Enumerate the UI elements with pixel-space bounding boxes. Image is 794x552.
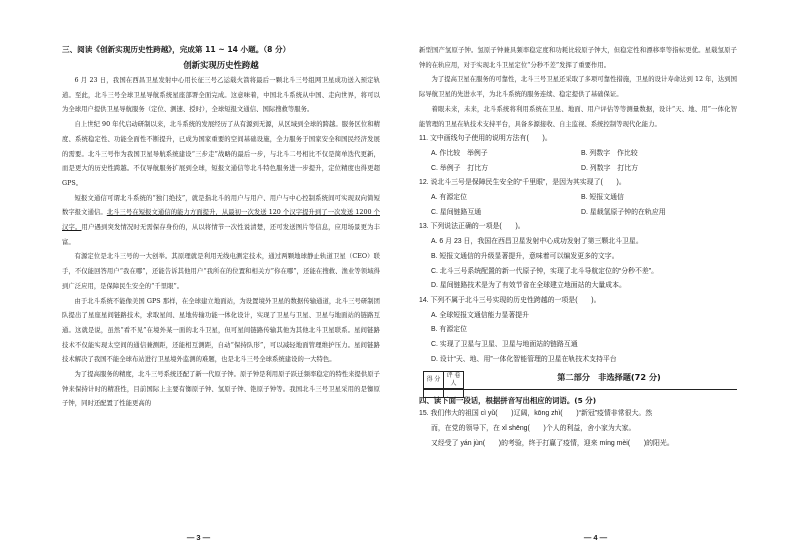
question-stem: 11. 文中画线句子使用的说明方法有( )。 xyxy=(419,135,552,143)
question-stem: 12. 说北斗三号是保障民生安全的“千里眼”，是因为其实现了( )。 xyxy=(419,179,626,187)
article-paragraph: 着眼未来，未来，北斗系统将利用系统在卫星、地面、用户评估等等测量数据，设计“天、地、用”一体化智能管理的卫星在轨技术支持平台，具备多源接收、自主监视、系统控制等现代化能力。 xyxy=(419,105,737,128)
part-two-title: 第二部分 非选择题(72 分) xyxy=(557,372,661,383)
question-15-line: 又经受了 yán jùn( )的考验，终于打赢了疫情，迎来 míng mèi( )的阳光。 xyxy=(431,439,674,447)
option[interactable]: A. 全球短报文通信能力显著提升 xyxy=(431,311,530,319)
option[interactable]: A. 作比较 举例子 xyxy=(431,149,488,157)
score-box-label: 得 分 xyxy=(424,372,444,389)
article-paragraph: 新型国产氢原子钟。氢原子钟兼具频率稳定度和功耗比较原子钟大，但稳定性和漂移率等指标更优。星载氢原子钟的在轨应用，对于实现北斗卫星定位“分秒不差”发挥了重要作用。 xyxy=(419,47,737,69)
article-paragraph: 为了提高卫星在服务的可靠性，北斗三号卫星还采取了多项可靠性措施，卫星的设计寿命达到 12 年，达到国际导航卫星的先进水平，为北斗系统的服务连续、稳定提供了基础保证。 xyxy=(419,76,737,99)
question-15-line: 15. 我们伟大的祖国 cì yǔ( )辽阔，kōng zhì( )“新冠”疫情非常很大。然 xyxy=(419,410,653,418)
part-two-header xyxy=(419,371,737,393)
option[interactable]: C. 举例子 打比方 xyxy=(431,164,489,172)
option[interactable]: C. 实现了卫星与卫星、卫星与地面站的链路互通 xyxy=(431,341,578,349)
score-box-label: 评 卷 人 xyxy=(444,372,464,389)
option[interactable]: B. 短报文通信 xyxy=(581,194,624,202)
right-column xyxy=(419,44,737,452)
question-stem: 14. 下列不属于北斗三号实现的历史性跨越的一项是( )。 xyxy=(419,296,601,304)
section-title: 三、阅读《创新实现历史性跨越》，完成第 11 ~ 14 小题。（8 分） xyxy=(62,45,291,54)
divider xyxy=(423,389,737,390)
option[interactable]: C. 北斗三号系统配置的新一代原子钟，实现了北斗导航定位的“分秒不差”。 xyxy=(431,267,659,275)
option[interactable]: D. 列数字 打比方 xyxy=(581,164,639,172)
option[interactable]: A. 6 月 23 日，我国在西昌卫星发射中心成功发射了第三颗北斗卫星。 xyxy=(431,238,643,246)
article-paragraph: 6 月 23 日，我国在西昌卫星发射中心用长征三号乙运载火箭将最后一颗北斗三号组网卫星成功送入预定轨道。至此，北斗三号全球卫星导航系统星座部署全面完成。这意味着，中国北斗系统从中国、走向世界，将可以为全球用户提供卫星导航服务（定位、测速、授时），全球短报文通信、国际搜救等服务。 xyxy=(62,77,380,114)
option[interactable]: B. 有源定位 xyxy=(431,326,467,334)
article-title: 创新实现历史性跨越 xyxy=(183,60,259,70)
option[interactable]: D. 星载氢原子钟的在轨应用 xyxy=(581,208,666,216)
page-4 xyxy=(397,0,794,552)
underlined-sentence: 北斗三号在短报文通信的能力方面提升，从最初一次发送 120 个汉字提升到了一次发送 1200 个汉字。 xyxy=(62,209,380,232)
option[interactable]: D. 星间链路技术是为了有效节省在全球建立地面站的大量成本。 xyxy=(431,282,626,290)
para-text: 短报文通信可谓北斗系统的“独门绝技”，就是指北斗的用户与用户、用户与中心控制系统间可实现双向简短数字报文通信。 xyxy=(62,194,380,217)
page-number: — 3 — xyxy=(186,533,211,542)
option[interactable]: D. 设计“天、地、用”一体化智能管理的卫星在轨技术支持平台 xyxy=(431,355,617,363)
left-column xyxy=(62,44,380,412)
option[interactable]: A. 有源定位 xyxy=(431,194,467,202)
para-text: 用户遇到突发情况时无需保存身份的，从以将情节一次性说清楚，还可发送图片等信息，应用场景更为丰富。 xyxy=(62,224,380,246)
article-paragraph: 由于北斗系统不能像美国 GPS 那样，在全球建立地面站，为设置境外卫星的数据传输通道，北斗三号研制团队提出了星座星间链路技术，求取星间、星地传输功能一体化设计，实现了卫星与卫星、卫星与地面站的链路互通。这就是说，虽然“看不见”在境外某一面的北斗卫星，但可星间链路传输其他为其他北斗卫星联系。星间链路技术不仅能实现太空间的通信兼测距，还能相互测距，自动“保持队形”，可以减轻地面管理维护压力。星间链路技术解决了我国不能全球布站进行卫星境外监测的难题，也是北斗三号全球系统建设的一大特色。 xyxy=(62,297,380,364)
option[interactable]: B. 短报文通信的升级显著提升，意味着可以编发更多的文字。 xyxy=(431,252,619,260)
option[interactable]: B. 列数字 作比较 xyxy=(581,149,638,157)
article-paragraph: 有源定位是北斗三号的一大创举。其原理就是利用无线电测定技术，通过两颗地球静止轨道卫星（CEO）联手，不仅能回答用户“我在哪”，还能告诉其他用户“我所在的位置和相关方”你在哪”，还能在搜救、渔业等领域得到广泛应用，是保障民生安全的“千里眼”。 xyxy=(62,253,380,290)
article-paragraph-with-underline xyxy=(62,192,380,251)
option-list xyxy=(419,147,737,176)
question-15-line: 而，在党的领导下，在 xǐ shēng( )个人的利益，舍小家为大家。 xyxy=(431,425,636,433)
section-four-title: 四、读下面一段话，根据拼音写出相应的词语。(5 分) xyxy=(419,396,597,406)
option-list xyxy=(419,191,737,220)
article-paragraph: 为了提高服务的精度，北斗三号系统还配了新一代原子钟。原子钟是利用原子跃迁频率稳定的特性来提供原子钟来保持计时的精准性，目前国际上主要有铷原子钟、氢原子钟、铯原子钟等。我国北斗三号卫星采用的是铷原子钟，同时还配置了性能更高的 xyxy=(62,371,380,408)
question-stem: 13. 下列说法正确的一项是( )。 xyxy=(419,223,525,231)
score-box xyxy=(423,371,464,398)
article-paragraph: 自上世纪 90 年代启动研制以来，北斗系统的发展经历了从有源到无源，从区域到全球的跨越。服务区位和精度、系统稳定性、功能全面性不断提升，已成为国家重要的空间基础设施，全力服务于国家安全和国民经济发展的需要。北斗三号作为我国卫星导航系统建设“三步走”战略的最后一步，与北斗二号相比不仅是简单迭代更新，而是更大的历史性跨越。不仅导航服务扩展到全球，短报文通信等北斗特色服务进一步提升，定位精度也得更超 GPS。 xyxy=(62,121,380,187)
page-number: — 4 — xyxy=(583,533,608,542)
option[interactable]: C. 星间链路互通 xyxy=(431,208,482,216)
